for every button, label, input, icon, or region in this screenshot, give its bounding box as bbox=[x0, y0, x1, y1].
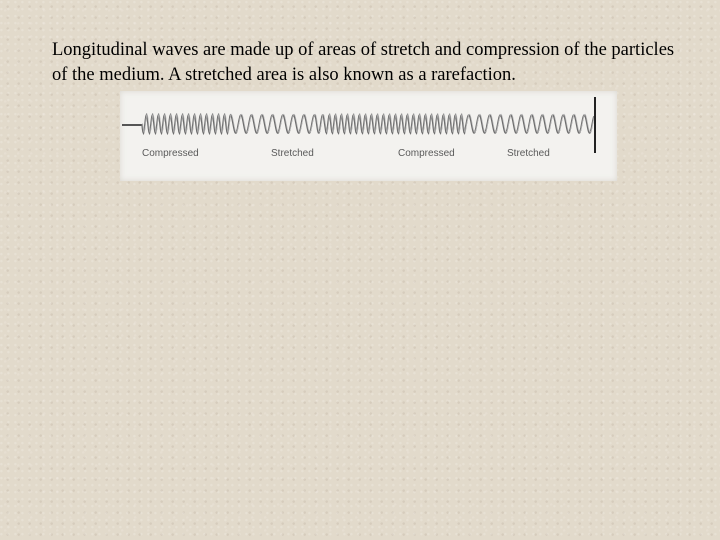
label-stretched-1: Stretched bbox=[271, 148, 314, 159]
spring-illustration bbox=[120, 91, 617, 181]
label-stretched-2: Stretched bbox=[507, 148, 550, 159]
caption-text: Longitudinal waves are made up of areas of stretch and compression of the particles of the medium. A stretched area is also known as a rarefaction. bbox=[52, 40, 675, 85]
spring-wave-figure bbox=[120, 91, 617, 181]
label-compressed-2: Compressed bbox=[398, 148, 455, 159]
label-compressed-1: Compressed bbox=[142, 148, 199, 159]
